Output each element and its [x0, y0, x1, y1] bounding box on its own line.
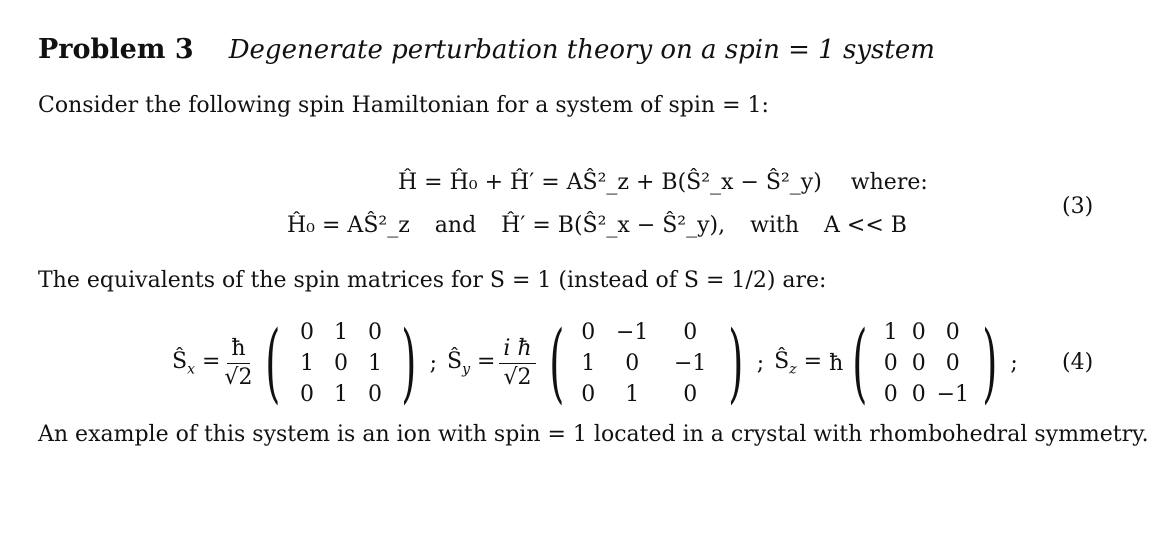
- matrix-cell: 0: [368, 381, 382, 407]
- matrix-cell: 1: [883, 319, 898, 345]
- matrix-cell: −1: [936, 381, 970, 407]
- sy-prefactor-num: i ħ: [499, 337, 535, 364]
- separator: ;: [429, 350, 437, 376]
- matrix-cell: 0: [911, 381, 926, 407]
- sy-prefactor: [499, 337, 535, 390]
- hamiltonian-total: Ĥ = Ĥ₀ + Ĥ′ = AŜ²_z + B(Ŝ²_x − Ŝ²_y): [398, 170, 822, 195]
- matrix-cell: 1: [334, 381, 348, 407]
- sy-matrix: [540, 313, 753, 413]
- sx-prefactor: [224, 337, 252, 390]
- matrix-cell: 0: [300, 381, 314, 407]
- matrix-cell: 1: [334, 319, 348, 345]
- sy-symbol: $Ŝ_y$ =: [446, 348, 496, 378]
- condition: A << B: [824, 213, 907, 238]
- matrix-cell: 1: [581, 350, 596, 376]
- sz-symbol: $Ŝ_z$ =: [774, 348, 830, 378]
- intro-paragraph: Consider the following spin Hamiltonian for a system of spin = 1:: [38, 93, 769, 118]
- right-paren: ): [401, 313, 417, 413]
- left-paren: (: [852, 313, 868, 413]
- sz-prefactor: ħ: [829, 350, 844, 376]
- sz-matrix: [843, 313, 1006, 413]
- where-label: where:: [850, 170, 928, 195]
- matrix-cell: 0: [683, 381, 698, 407]
- left-paren: (: [548, 313, 564, 413]
- sx-matrix-grid: [290, 317, 392, 410]
- sy-prefactor-den: √2: [503, 364, 532, 390]
- matrix-cell: 0: [911, 319, 926, 345]
- matrix-cell: −1: [673, 350, 707, 376]
- separator: ;: [1010, 350, 1018, 376]
- problem-label: Problem 3: [38, 34, 194, 65]
- matrix-cell: 0: [945, 350, 960, 376]
- with-label: with: [750, 213, 800, 238]
- equation-3-line-1: [398, 170, 928, 195]
- sx-symbol: $Ŝ_x$ =: [172, 348, 221, 378]
- separator: ;: [756, 350, 765, 376]
- matrix-cell: 0: [334, 350, 348, 376]
- sx-matrix: [256, 313, 425, 413]
- matrix-cell: 1: [368, 350, 382, 376]
- left-paren: (: [265, 313, 281, 413]
- equation-4: [172, 314, 1018, 412]
- matrix-cell: 1: [625, 381, 640, 407]
- sx-prefactor-num: ħ: [227, 337, 249, 364]
- matrix-cell: 0: [683, 319, 698, 345]
- matrix-cell: 0: [945, 319, 960, 345]
- matrix-cell: 0: [625, 350, 640, 376]
- right-paren: ): [982, 313, 998, 413]
- sy-matrix-grid: [573, 317, 719, 410]
- problem-subtitle: Degenerate perturbation theory on a spin = 1 system: [228, 35, 935, 65]
- matrix-cell: 0: [883, 350, 898, 376]
- equivalents-paragraph: The equivalents of the spin matrices for S = 1 (instead of S = 1/2) are:: [38, 268, 827, 293]
- problem-heading: [38, 34, 935, 65]
- matrix-cell: 0: [883, 381, 898, 407]
- example-paragraph: An example of this system is an ion with spin = 1 located in a crystal with rhombohedral symmetry.: [38, 422, 1149, 447]
- matrix-cell: −1: [615, 319, 649, 345]
- matrix-cell: 0: [911, 350, 926, 376]
- and-label: and: [434, 213, 477, 238]
- matrix-cell: 1: [300, 350, 314, 376]
- matrix-cell: 0: [581, 319, 596, 345]
- equation-3-number: (3): [1062, 194, 1094, 219]
- h0-definition: Ĥ₀ = AŜ²_z: [287, 213, 410, 238]
- matrix-cell: 0: [300, 319, 314, 345]
- matrix-cell: 0: [368, 319, 382, 345]
- sz-matrix-grid: [877, 317, 973, 410]
- equation-3-line-2: [287, 213, 907, 238]
- sx-prefactor-den: √2: [224, 364, 253, 390]
- h1-definition: Ĥ′ = B(Ŝ²_x − Ŝ²_y),: [501, 213, 726, 238]
- matrix-cell: 0: [581, 381, 596, 407]
- right-paren: ): [728, 313, 744, 413]
- equation-4-number: (4): [1062, 350, 1094, 375]
